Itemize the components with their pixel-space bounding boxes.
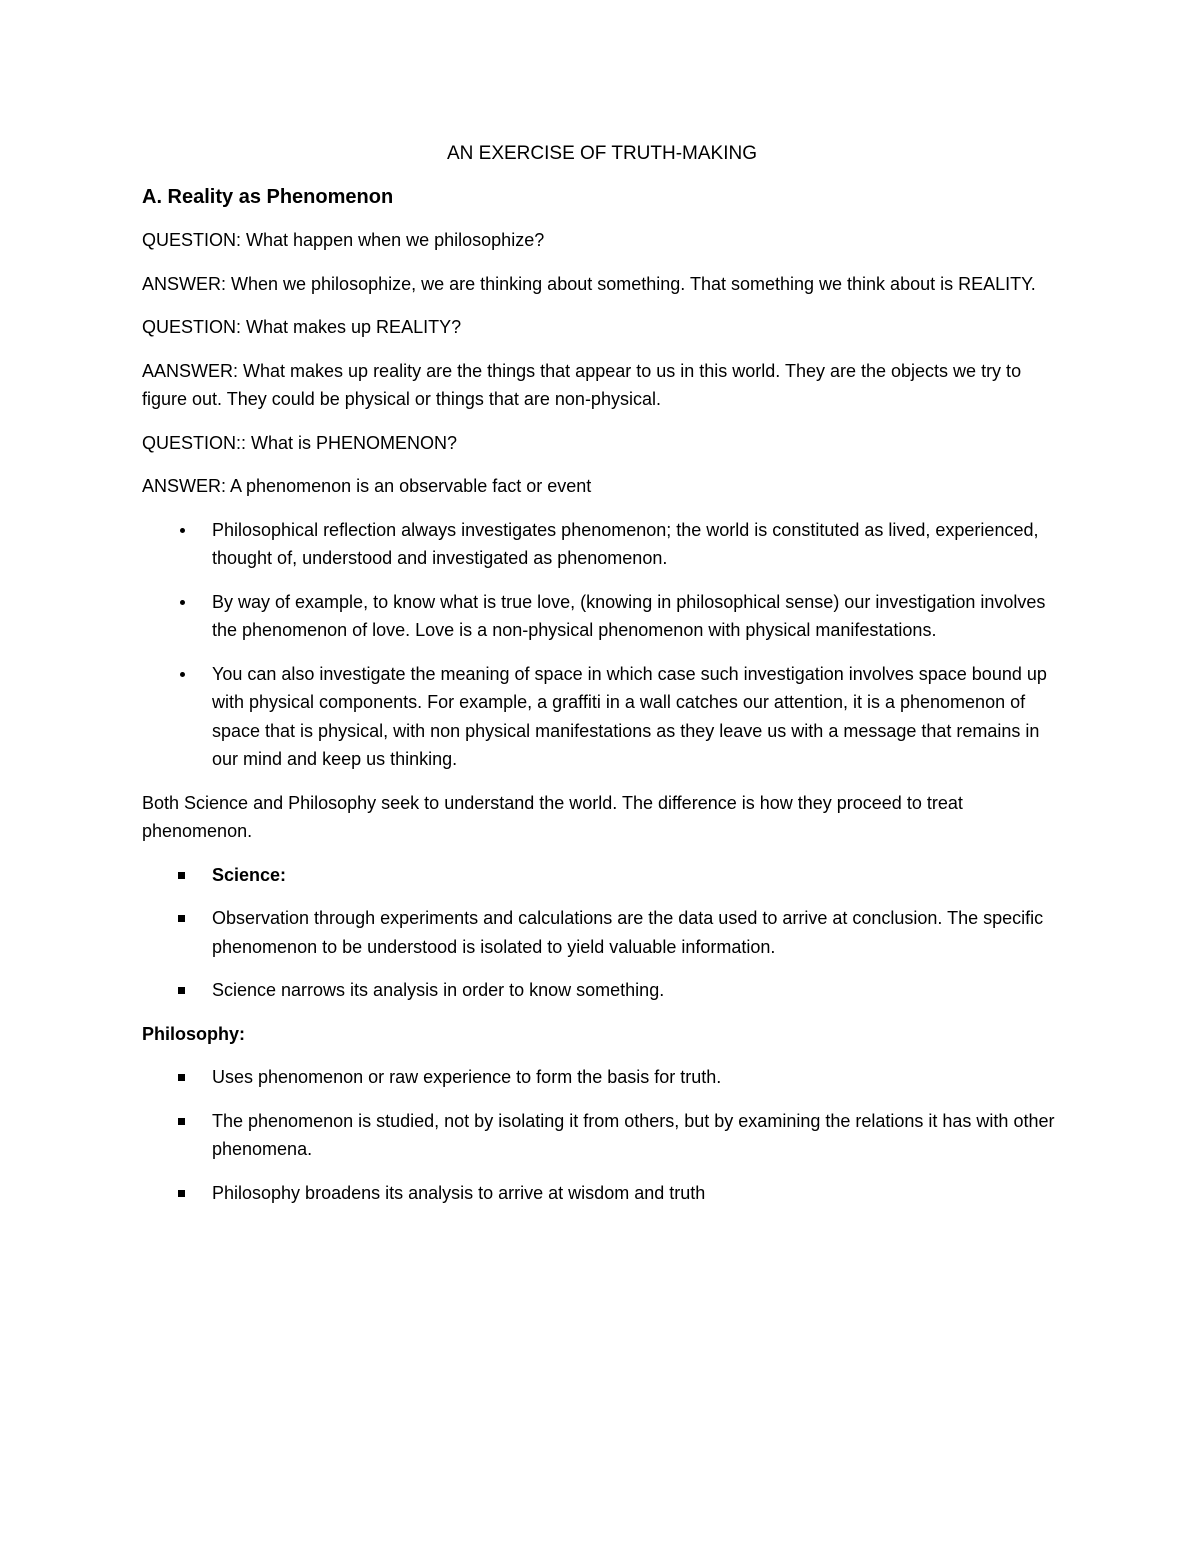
section-heading: A. Reality as Phenomenon (142, 185, 394, 208)
list-item-text: Uses phenomenon or raw experience to form the basis for truth. (212, 1067, 722, 1087)
science-bullet-list (142, 861, 1062, 1005)
list-item (142, 861, 1062, 890)
document-page (142, 140, 1062, 1222)
list-item (142, 588, 1062, 645)
list-item (142, 976, 1062, 1005)
list-item-text: The phenomenon is studied, not by isolating it from others, but by examining the relations it has with other phenomena. (212, 1110, 1055, 1159)
answer-2: AANSWER: What makes up reality are the things that appear to us in this world. They are the objects we try to figure out. They could be physical or things that are non-physical. (142, 360, 1022, 409)
science-label: Science: (212, 864, 287, 885)
list-item-text: Observation through experiments and calculations are the data used to arrive at conclusion. The specific phenomenon to be understood is isolated to yield valuable information. (212, 908, 1044, 957)
list-item-text: Philosophical reflection always investigates phenomenon; the world is constituted as lived, experienced, thought of, understood and investigated as phenomenon. (212, 519, 1039, 568)
answer-3: ANSWER: A phenomenon is an observable fact or event (142, 476, 592, 496)
phenomenon-bullet-list (142, 516, 1062, 774)
list-item (142, 1063, 1062, 1092)
list-item (142, 660, 1062, 774)
list-item-text: Science narrows its analysis in order to know something. (212, 980, 665, 1000)
list-item-text: You can also investigate the meaning of space in which case such investigation involves space bound up with physical components. For example, a graffiti in a wall catches our attention, it is a phenomenon of space that is physical, with non physical manifestations as they leave us with a message that remains in our mind and keep us thinking. (212, 663, 1047, 769)
question-3: QUESTION:: What is PHENOMENON? (142, 432, 458, 453)
list-item (142, 516, 1062, 573)
list-item (142, 1107, 1062, 1164)
list-item-text: Philosophy broadens its analysis to arrive at wisdom and truth (212, 1182, 706, 1203)
question-1: QUESTION: What happen when we philosophize? (142, 230, 545, 250)
list-item (142, 904, 1062, 961)
document-title: AN EXERCISE OF TRUTH-MAKING (446, 143, 757, 164)
question-2: QUESTION: What makes up REALITY? (142, 317, 462, 337)
list-item-text: By way of example, to know what is true love, (knowing in philosophical sense) our investigation involves the phenomenon of love. Love is a non-physical phenomenon with physical manifestations. (212, 591, 1046, 640)
comparison-intro: Both Science and Philosophy seek to understand the world. The difference is how they proceed to treat phenomenon. (142, 792, 963, 841)
philosophy-bullet-list (142, 1063, 1062, 1207)
answer-1: ANSWER: When we philosophize, we are thinking about something. That something we think about is REALITY. (142, 273, 1036, 294)
philosophy-label: Philosophy: (142, 1023, 245, 1044)
list-item (142, 1179, 1062, 1208)
